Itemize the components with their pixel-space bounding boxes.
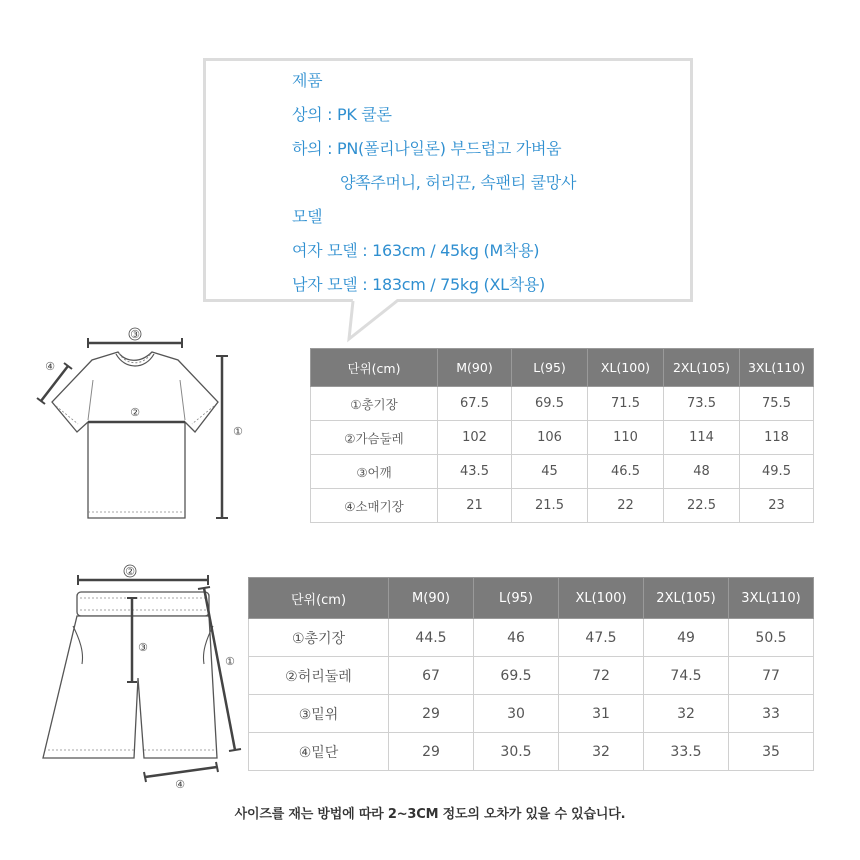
table-cell: 46.5 [588, 455, 664, 489]
table-cell: 49.5 [740, 455, 814, 489]
header-unit: 단위(cm) [311, 349, 438, 387]
row-label: ②가슴둘레 [311, 421, 438, 455]
shorts-diagram [30, 560, 250, 790]
waist-marker: ② [125, 565, 135, 578]
header-size: XL(100) [559, 578, 644, 619]
table-cell: 32 [644, 695, 729, 733]
header-size: XL(100) [588, 349, 664, 387]
table-cell: 22 [588, 489, 664, 523]
table-cell: 30 [474, 695, 559, 733]
table-cell: 72 [559, 657, 644, 695]
rise-marker: ③ [138, 641, 148, 654]
info-male-model: 남자 모델 : 183cm / 75kg (XL착용) [292, 275, 545, 294]
table-cell: 71.5 [588, 387, 664, 421]
header-size: M(90) [438, 349, 512, 387]
table-cell: 33 [729, 695, 814, 733]
table-cell: 44.5 [389, 619, 474, 657]
table-cell: 47.5 [559, 619, 644, 657]
hem-marker: ④ [175, 778, 185, 790]
info-product-heading: 제품 [292, 71, 323, 90]
header-unit: 단위(cm) [249, 578, 389, 619]
info-top-material: 상의 : PK 쿨론 [292, 105, 392, 124]
table-cell: 69.5 [512, 387, 588, 421]
table-cell: 50.5 [729, 619, 814, 657]
table-cell: 32 [559, 733, 644, 771]
table-cell: 46 [474, 619, 559, 657]
table-cell: 21.5 [512, 489, 588, 523]
table-row [311, 455, 814, 489]
row-label: ①총기장 [311, 387, 438, 421]
table-cell: 43.5 [438, 455, 512, 489]
table-cell: 48 [664, 455, 740, 489]
table-cell: 29 [389, 733, 474, 771]
info-bottom-features: 양쪽주머니, 허리끈, 속팬티 쿨망사 [340, 173, 577, 192]
table-cell: 30.5 [474, 733, 559, 771]
header-size: 2XL(105) [664, 349, 740, 387]
table-row [311, 387, 814, 421]
row-label: ③밑위 [249, 695, 389, 733]
table-row [249, 619, 814, 657]
table-cell: 67.5 [438, 387, 512, 421]
waistband [77, 592, 209, 616]
row-label: ③어깨 [311, 455, 438, 489]
table-cell: 118 [740, 421, 814, 455]
info-female-model: 여자 모델 : 163cm / 45kg (M착용) [292, 241, 540, 260]
shoulder-marker: ③ [130, 328, 140, 341]
row-label: ②허리둘레 [249, 657, 389, 695]
table-cell: 67 [389, 657, 474, 695]
table-cell: 23 [740, 489, 814, 523]
table-cell: 106 [512, 421, 588, 455]
header-size: L(95) [512, 349, 588, 387]
table-cell: 22.5 [664, 489, 740, 523]
row-label: ④밑단 [249, 733, 389, 771]
measurement-note: 사이즈를 재는 방법에 따라 2~3CM 정도의 오차가 있을 수 있습니다. [234, 807, 626, 822]
table-cell: 110 [588, 421, 664, 455]
table-row [249, 733, 814, 771]
hem-measure-line [145, 767, 217, 777]
table-row [249, 657, 814, 695]
header-size: 2XL(105) [644, 578, 729, 619]
table-cell: 29 [389, 695, 474, 733]
row-label: ④소매기장 [311, 489, 438, 523]
table-row [311, 421, 814, 455]
header-size: 3XL(110) [740, 349, 814, 387]
chest-marker: ② [130, 406, 140, 419]
table-cell: 102 [438, 421, 512, 455]
row-label: ①총기장 [249, 619, 389, 657]
length-marker: ① [225, 655, 235, 668]
info-model-heading: 모델 [292, 207, 323, 226]
table-cell: 73.5 [664, 387, 740, 421]
top-size-table [310, 348, 814, 523]
shorts-outline [43, 616, 217, 758]
header-size: L(95) [474, 578, 559, 619]
table-header-row [311, 349, 814, 387]
table-header-row [249, 578, 814, 619]
sleeve-marker: ④ [45, 360, 55, 373]
table-cell: 33.5 [644, 733, 729, 771]
header-size: 3XL(110) [729, 578, 814, 619]
table-cell: 77 [729, 657, 814, 695]
table-cell: 45 [512, 455, 588, 489]
tshirt-outline [52, 352, 218, 518]
table-cell: 114 [664, 421, 740, 455]
bottom-size-table [248, 577, 814, 771]
table-cell: 21 [438, 489, 512, 523]
table-cell: 49 [644, 619, 729, 657]
header-size: M(90) [389, 578, 474, 619]
table-cell: 75.5 [740, 387, 814, 421]
table-cell: 69.5 [474, 657, 559, 695]
info-bottom-material: 하의 : PN(폴리나일론) 부드럽고 가벼움 [292, 139, 562, 158]
bubble-tail [345, 299, 405, 341]
length-marker: ① [233, 425, 243, 438]
tshirt-diagram [30, 320, 250, 530]
table-row [311, 489, 814, 523]
table-cell: 74.5 [644, 657, 729, 695]
table-cell: 31 [559, 695, 644, 733]
table-cell: 35 [729, 733, 814, 771]
table-row [249, 695, 814, 733]
